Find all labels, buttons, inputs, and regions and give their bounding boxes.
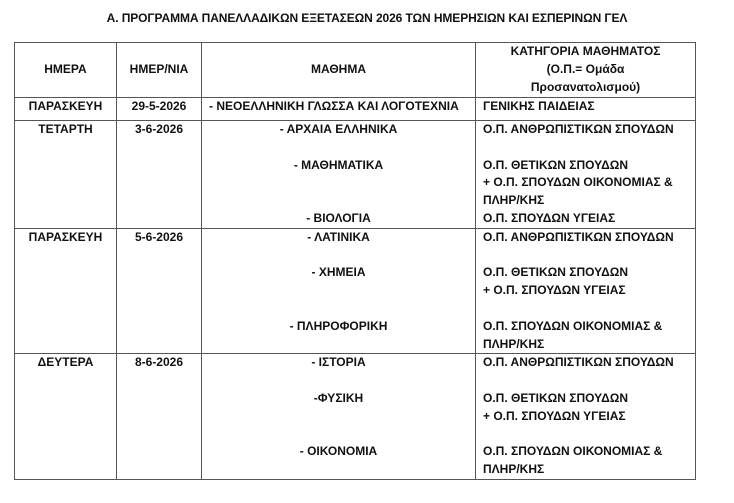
subject-cell: - ΝΕΟΕΛΛΗΝΙΚΗ ΓΛΩΣΣΑ ΚΑΙ ΛΟΓΟΤΕΧΝΙΑ bbox=[202, 98, 476, 121]
subject-line bbox=[202, 174, 475, 192]
exam-schedule-table bbox=[14, 42, 696, 480]
category-cell: ΓΕΝΙΚΗΣ ΠΑΙΔΕΙΑΣ bbox=[476, 98, 696, 121]
table-row bbox=[15, 228, 696, 354]
subject-line: -ΦΥΣΙΚΗ bbox=[313, 390, 364, 405]
category-line: Ο.Π. ΘΕΤΙΚΩΝ ΣΠΟΥΔΩΝ bbox=[483, 265, 628, 280]
header-category-line: ΚΑΤΗΓΟΡΙΑ ΜΑΘΗΜΑΤΟΣ bbox=[510, 44, 661, 58]
subject-line bbox=[202, 336, 475, 354]
category-line: ΠΛΗΡ/ΚΗΣ bbox=[483, 193, 545, 208]
table-row bbox=[15, 354, 696, 480]
day-text: ΤΕΤΑΡΤΗ bbox=[38, 122, 93, 136]
day-text: ΔΕΥΤΕΡΑ bbox=[37, 355, 94, 370]
header-category-line: (Ο.Π.= Ομάδα bbox=[546, 61, 625, 76]
category-line: + Ο.Π. ΣΠΟΥΔΩΝ ΥΓΕΙΑΣ bbox=[483, 408, 626, 423]
category-line bbox=[476, 426, 695, 444]
day-cell bbox=[15, 121, 117, 229]
subject-cell bbox=[202, 228, 476, 354]
day-cell bbox=[15, 228, 117, 354]
table-header-row bbox=[15, 43, 696, 98]
day-text: ΠΑΡΑΣΚΕΥΗ bbox=[28, 229, 103, 244]
subject-line bbox=[202, 408, 475, 426]
category-line: Ο.Π. ΣΠΟΥΔΩΝ ΟΙΚΟΝΟΜΙΑΣ & bbox=[483, 444, 663, 459]
category-line: Ο.Π. ΑΝΘΡΩΠΙΣΤΙΚΩΝ ΣΠΟΥΔΩΝ bbox=[483, 229, 674, 244]
header-category-line: Προσανατολισμού) bbox=[530, 79, 641, 94]
category-cell bbox=[476, 354, 696, 480]
category-line bbox=[476, 139, 695, 157]
date-text: 5-6-2026 bbox=[134, 229, 184, 244]
subject-line bbox=[202, 300, 475, 318]
header-category bbox=[476, 43, 696, 98]
category-line: Ο.Π. ΑΝΘΡΩΠΙΣΤΙΚΩΝ ΣΠΟΥΔΩΝ bbox=[483, 122, 674, 136]
subject-line: - ΑΡΧΑΙΑ ΕΛΛΗΝΙΚΑ bbox=[279, 122, 398, 136]
subject-cell bbox=[202, 354, 476, 480]
table-row bbox=[15, 98, 696, 121]
category-line bbox=[476, 372, 695, 390]
category-line: ΠΛΗΡ/ΚΗΣ bbox=[483, 336, 545, 351]
date-cell bbox=[117, 354, 202, 480]
subject-line: - ΛΑΤΙΝΙΚΑ bbox=[307, 229, 370, 244]
subject-line bbox=[202, 461, 475, 479]
category-line: ΠΛΗΡ/ΚΗΣ bbox=[483, 462, 545, 477]
date-cell bbox=[117, 228, 202, 354]
subject-line bbox=[202, 192, 475, 210]
date-cell bbox=[117, 121, 202, 229]
header-date: ΗΜΕΡ/ΝΙΑ bbox=[117, 43, 202, 98]
subject-line bbox=[202, 372, 475, 390]
day-cell: ΠΑΡΑΣΚΕΥΗ bbox=[15, 98, 117, 121]
subject-line: - ΒΙΟΛΟΓΙΑ bbox=[306, 210, 371, 225]
header-subject: ΜΑΘΗΜΑ bbox=[202, 43, 476, 98]
category-line: + Ο.Π. ΣΠΟΥΔΩΝ ΟΙΚΟΝΟΜΙΑΣ & bbox=[483, 175, 673, 190]
date-text: 3-6-2026 bbox=[134, 122, 184, 136]
document-title: Α. ΠΡΟΓΡΑΜΜΑ ΠΑΝΕΛΛΑΔΙΚΩΝ ΕΞΕΤΑΣΕΩΝ 2026 ΤΩΝ ΗΜΕΡΗΣΙΩΝ ΚΑΙ ΕΣΠΕΡΙΝΩΝ ΓΕΛ bbox=[106, 11, 628, 25]
category-cell bbox=[476, 228, 696, 354]
category-cell bbox=[476, 121, 696, 229]
date-text: 8-6-2026 bbox=[134, 355, 184, 370]
subject-line bbox=[202, 426, 475, 444]
category-line: Ο.Π. ΘΕΤΙΚΩΝ ΣΠΟΥΔΩΝ bbox=[483, 157, 628, 172]
subject-line: - ΟΙΚΟΝΟΜΙΑ bbox=[299, 444, 378, 459]
subject-line: - ΜΑΘΗΜΑΤΙΚΑ bbox=[293, 157, 384, 172]
subject-line bbox=[202, 139, 475, 157]
subject-line: - ΠΛΗΡΟΦΟΡΙΚΗ bbox=[289, 318, 388, 333]
table-row bbox=[15, 121, 696, 229]
category-line: Ο.Π. ΑΝΘΡΩΠΙΣΤΙΚΩΝ ΣΠΟΥΔΩΝ bbox=[483, 355, 674, 370]
category-line bbox=[476, 300, 695, 318]
category-line: Ο.Π. ΣΠΟΥΔΩΝ ΟΙΚΟΝΟΜΙΑΣ & bbox=[483, 318, 663, 333]
category-line bbox=[476, 247, 695, 265]
subject-line bbox=[202, 247, 475, 265]
day-cell bbox=[15, 354, 117, 480]
category-line: + Ο.Π. ΣΠΟΥΔΩΝ ΥΓΕΙΑΣ bbox=[483, 283, 626, 298]
category-line: Ο.Π. ΘΕΤΙΚΩΝ ΣΠΟΥΔΩΝ bbox=[483, 390, 628, 405]
subject-line: - ΧΗΜΕΙΑ bbox=[311, 265, 366, 280]
subject-cell bbox=[202, 121, 476, 229]
header-day: ΗΜΕΡΑ bbox=[15, 43, 117, 98]
subject-line bbox=[202, 282, 475, 300]
subject-line: - ΙΣΤΟΡΙΑ bbox=[311, 355, 366, 370]
date-cell: 29-5-2026 bbox=[117, 98, 202, 121]
category-line: Ο.Π. ΣΠΟΥΔΩΝ ΥΓΕΙΑΣ bbox=[483, 210, 616, 225]
